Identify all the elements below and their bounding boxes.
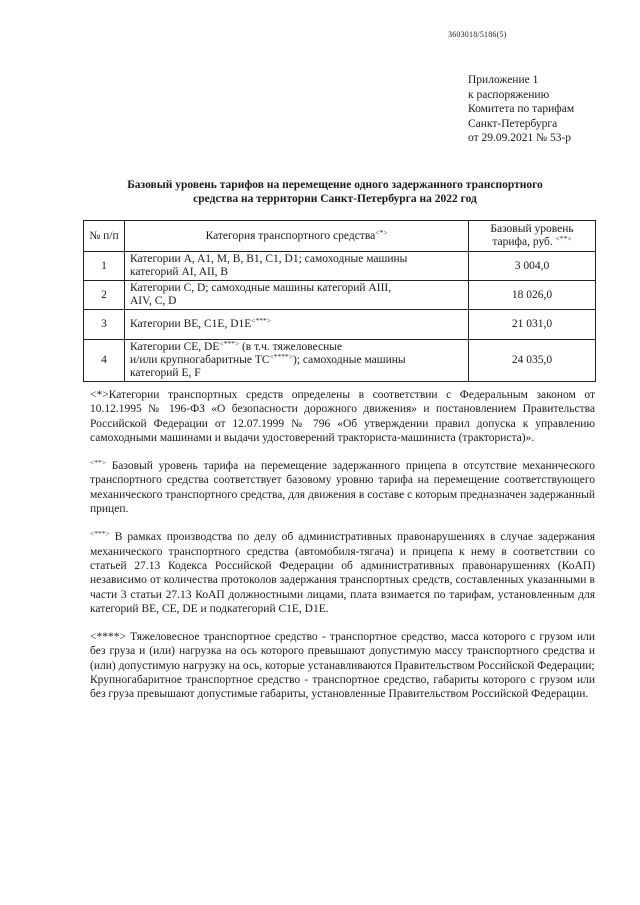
table-row [84, 252, 596, 281]
row-category-line [130, 341, 463, 354]
row-price: 24 035,0 [469, 340, 596, 382]
row-price: 3 004,0 [469, 252, 596, 281]
row-category-text: и/или крупногабаритные ТС [130, 354, 270, 366]
row-category [125, 340, 469, 382]
table-row [84, 340, 596, 382]
footnote-mark: <***> [251, 316, 272, 325]
header-category [125, 221, 469, 252]
appendix-line: Санкт-Петербурга [468, 117, 558, 130]
row-category-line [130, 354, 463, 367]
table-row [84, 310, 596, 340]
row-num: 4 [84, 340, 125, 382]
appendix-line: от 29.09.2021 № 53-р [468, 132, 572, 145]
footnote-mark: <***> [219, 339, 240, 348]
row-category-line: категорий E, F [130, 367, 201, 379]
header-num: № п/п [84, 221, 125, 252]
title-line: Базовый уровень тарифов на перемещение одного задержанного транспортного [127, 179, 543, 191]
row-category [125, 252, 469, 281]
table-row [84, 281, 596, 310]
row-category-text: ); самоходные машины [293, 354, 406, 366]
appendix-line: Приложение 1 [468, 74, 539, 86]
footnote-text: В рамках производства по делу об административных правонарушениях в случае задержания механического транспортного средства (автомобиля-тягача) и прицепа к нему в соответствии со статьей 27.13 Кодекса Российской Федерации об административных правонарушениях (КоАП) независимо от количества протоколов задержания транспортных средств, составленных указанными в части 3 статьи 27.13 КоАП должностными лицами, плата взимается по тарифам, установленным для категорий BE, CE, DE и подкатегорий C1E, D1E. [90, 531, 595, 615]
footnote-mark: <**> [555, 234, 572, 243]
footnote-mark: <***> [90, 529, 110, 539]
footnote-1: <*>Категории транспортных средств определены в соответствии с Федеральным законом от 10.12.1995 № 196-ФЗ «О безопасности дорожного движения» и постановлением Правительства Российской Федерации от 12.07.1999 № 796 «Об утверждении правил допуска к управлению самоходными машинами и выдачи удостоверений тракториста-машиниста (тракториста)». [90, 389, 595, 444]
header-category-text: Категория транспортного средства [205, 229, 376, 242]
header-price-line: Базовый уровень [490, 223, 574, 235]
tariff-table [83, 220, 596, 382]
appendix-line: Комитета по тарифам [468, 103, 575, 116]
footnote-4-continued: Крупногабаритное транспортное средство - транспортное средство, габариты которого с грузом или без груза превышают допустимые габариты, установленные Правительством Российской Федерации. [90, 674, 595, 701]
row-category-line: Категории A, A1, M, B, B1, C1, D1; самоходные машины [130, 253, 408, 265]
row-category [125, 310, 469, 340]
row-category-line: Категории C, D; самоходные машины категорий AIII, [130, 282, 392, 294]
row-price: 18 026,0 [469, 281, 596, 310]
row-num: 3 [84, 310, 125, 340]
row-category-text: Категории BE, C1E, D1E [130, 318, 252, 330]
footnote-mark: <****> [269, 352, 293, 361]
footnote-mark: <*> [375, 227, 388, 237]
title-line: средства на территории Санкт-Петербурга на 2022 год [193, 193, 477, 205]
row-category-text: (в т.ч. тяжеловесные [239, 341, 343, 353]
header-price-line [474, 236, 590, 249]
footnotes [90, 388, 595, 702]
footnote-2 [90, 459, 595, 516]
row-category-text: Категории CE, DE [130, 341, 220, 353]
row-category-line: AIV, C, D [130, 295, 177, 307]
appendix-line: к распоряжению [468, 88, 550, 101]
row-num: 2 [84, 281, 125, 310]
footnote-text: Базовый уровень тарифа на перемещение задержанного прицепа в отсутствие механического транспортного средства соответствует базовому уровню тарифа на перемещение соответствующего механического транспортного средства, для движения в составе с которым предназначен задержанный прицеп. [90, 460, 595, 516]
footnote-4: <****> Тяжеловесное транспортное средство - транспортное средство, масса которого с грузом или без груза и (или) нагрузка на ось которого превышают допустимую массу транспортного средства и (или) допустимую нагрузку на ось, которые устанавливаются Правительством Российской Федерации; [90, 631, 595, 672]
row-category [125, 281, 469, 310]
document-title [70, 178, 600, 206]
header-price-text: тарифа, руб. [492, 236, 553, 248]
row-price: 21 031,0 [469, 310, 596, 340]
footnote-3 [90, 530, 595, 616]
footnote-mark: <**> [90, 458, 106, 468]
row-num: 1 [84, 252, 125, 281]
header-price [469, 221, 596, 252]
row-category-line: категорий AI, AII, B [130, 266, 229, 278]
table-header-row [84, 221, 596, 252]
appendix-header [468, 73, 574, 146]
document-id: 3603018/5186(5) [448, 30, 507, 39]
